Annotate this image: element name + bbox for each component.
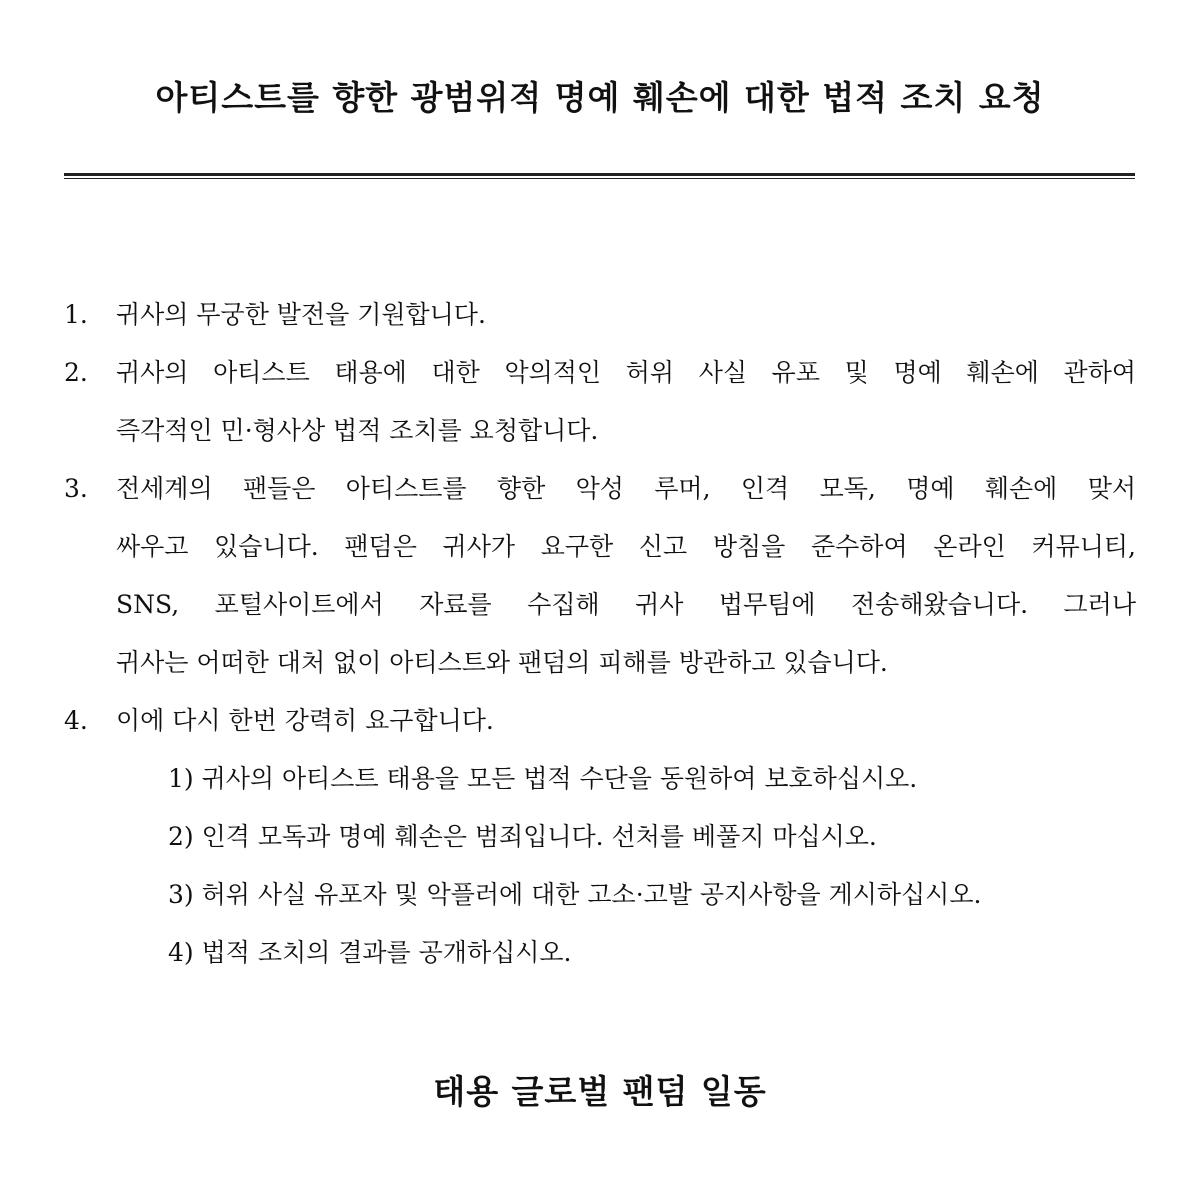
item-number: 3. — [64, 474, 88, 503]
list-item — [64, 286, 1136, 344]
sub-item: 1) 귀사의 아티스트 태용을 모든 법적 수단을 동원하여 보호하십시오. — [168, 764, 918, 793]
list-item — [64, 692, 1136, 982]
sub-item: 2) 인격 모독과 명예 훼손은 범죄입니다. 선처를 베풀지 마십시오. — [168, 822, 877, 851]
item-number: 2. — [64, 358, 88, 387]
item-number: 1. — [64, 300, 88, 329]
list-item — [64, 460, 1136, 692]
title-divider-thick — [64, 173, 1135, 176]
title-divider-thin — [64, 178, 1135, 179]
item-number: 4. — [64, 706, 88, 735]
item-line: 전세계의 팬들은 아티스트를 향한 악성 루머, 인격 모독, 명예 훼손에 맞서 — [116, 474, 1136, 503]
item-line: 귀사의 무궁한 발전을 기원합니다. — [116, 300, 486, 329]
item-line: 귀사는 어떠한 대처 없이 아티스트와 팬덤의 피해를 방관하고 있습니다. — [116, 648, 888, 677]
item-line: SNS, 포털사이트에서 자료를 수집해 귀사 법무팀에 전송해왔습니다. 그러나 — [116, 590, 1136, 619]
sub-item: 4) 법적 조치의 결과를 공개하십시오. — [168, 938, 572, 967]
sub-item: 3) 허위 사실 유포자 및 악플러에 대한 고소·고발 공지사항을 게시하십시오. — [168, 880, 982, 909]
item-line: 이에 다시 한번 강력히 요구합니다. — [116, 706, 494, 735]
list-item — [64, 344, 1136, 460]
signature: 태용 글로벌 팬덤 일동 — [433, 1072, 767, 1111]
item-line: 귀사의 아티스트 태용에 대한 악의적인 허위 사실 유포 및 명예 훼손에 관하여 — [116, 358, 1136, 387]
document-title: 아티스트를 향한 광범위적 명예 훼손에 대한 법적 조치 요청 — [155, 78, 1045, 117]
item-line: 즉각적인 민·형사상 법적 조치를 요청합니다. — [116, 416, 599, 445]
item-line: 싸우고 있습니다. 팬덤은 귀사가 요구한 신고 방침을 준수하여 온라인 커뮤니티, — [116, 532, 1136, 561]
request-list — [64, 286, 1136, 982]
